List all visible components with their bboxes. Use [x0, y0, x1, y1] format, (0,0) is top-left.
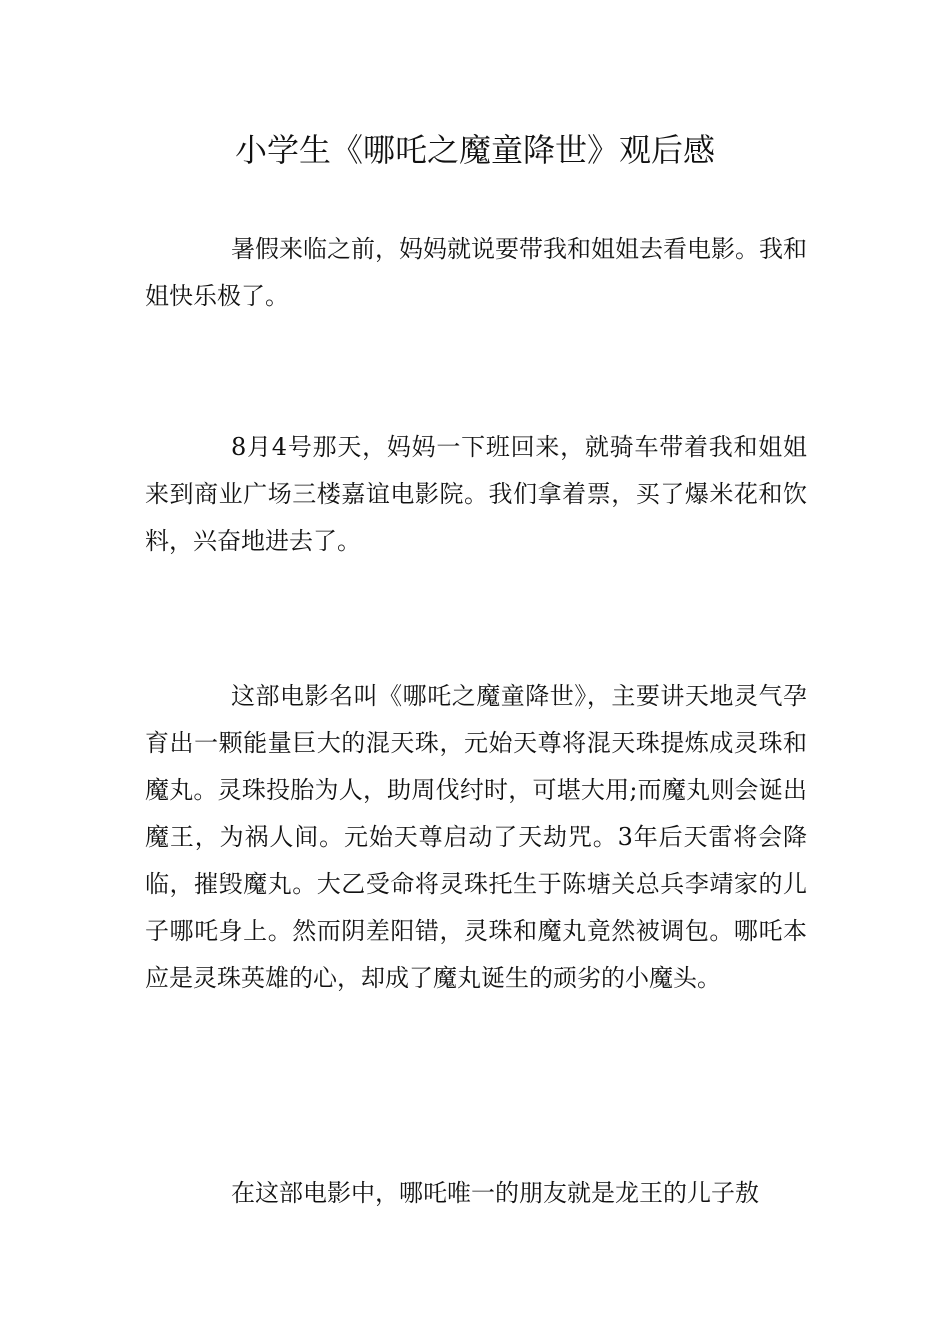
paragraph-4: 在这部电影中，哪吒唯一的朋友就是龙王的儿子敖	[231, 1179, 759, 1207]
paragraph-1: 暑假来临之前，妈妈就说要带我和姐姐去看电影。我和姐快乐极了。	[145, 235, 807, 310]
paragraph-3: 这部电影名叫《哪吒之魔童降世》，主要讲天地灵气孕育出一颗能量巨大的混天珠，元始天尊将混天珠提炼成灵珠和魔丸。灵珠投胎为人，助周伐纣时，可堪大用;而魔丸则会诞出魔王，为祸人间。元始天尊启动了天劫咒。3年后天雷将会降临，摧毁魔丸。大乙受命将灵珠托生于陈塘关总兵李靖家的儿子哪吒身上。然而阴差阳错，灵珠和魔丸竟然被调包。哪吒本应是灵珠英雄的心，却成了魔丸诞生的顽劣的小魔头。	[145, 682, 807, 992]
document-title: 小学生《哪吒之魔童降世》观后感	[234, 131, 715, 169]
paragraph-2: 8月4号那天，妈妈一下班回来，就骑车带着我和姐姐来到商业广场三楼嘉谊电影院。我们拿着票，买了爆米花和饮料，兴奋地进去了。	[145, 433, 807, 555]
